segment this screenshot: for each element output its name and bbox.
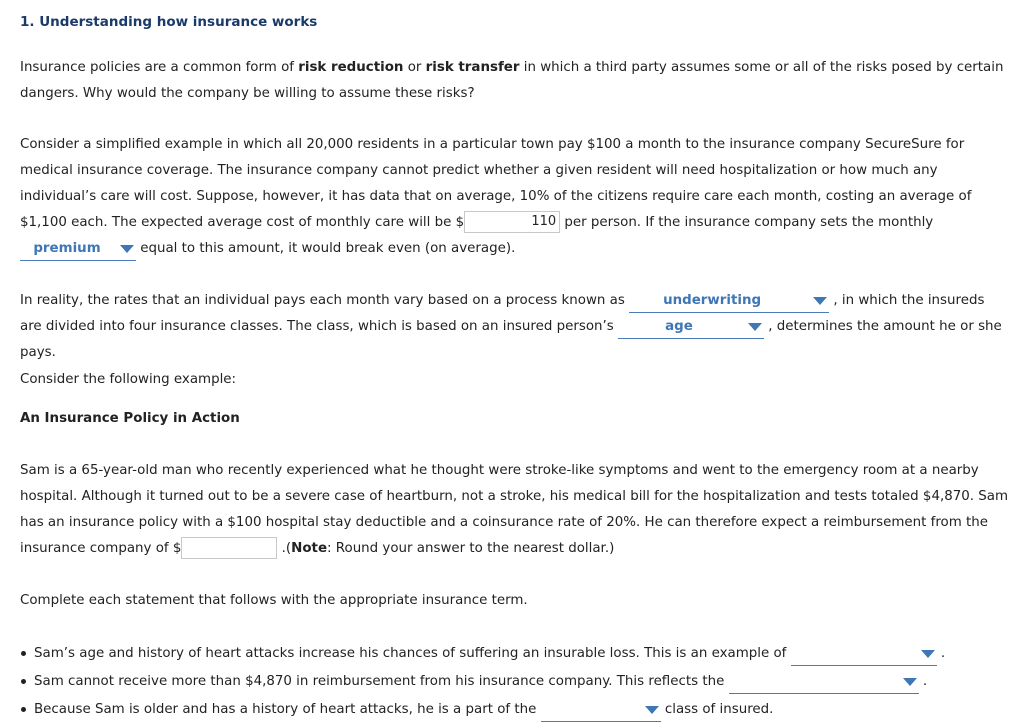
underwriting-text-3: , determines the amount he or she pays. <box>20 319 1002 360</box>
bullet-icon <box>21 707 26 712</box>
bullet-icon <box>21 679 26 684</box>
list-item <box>34 696 1010 724</box>
age-dropdown-value: age <box>665 319 693 334</box>
premium-dropdown-value: premium <box>33 241 101 256</box>
example-text-2: per person. If the insurance company sets the monthly <box>560 215 934 230</box>
underwriting-text-1: In reality, the rates that an individual pays each month vary based on a process known as <box>20 293 630 308</box>
average-cost-input[interactable]: 110 <box>464 211 560 233</box>
example-paragraph <box>20 132 1010 262</box>
consider-example-text: Consider the following example: <box>20 372 237 387</box>
statement-2-dropdown[interactable] <box>729 673 919 694</box>
chevron-down-icon <box>813 297 827 305</box>
age-dropdown[interactable] <box>618 318 764 339</box>
intro-bold-risk-reduction: risk reduction <box>298 60 404 75</box>
statement-text: Sam cannot receive more than $4,870 in reimbursement from his insurance company. This reflects the <box>34 674 729 689</box>
intro-bold-risk-transfer: risk transfer <box>425 60 520 75</box>
policy-in-action-heading: An Insurance Policy in Action <box>20 411 240 426</box>
chevron-down-icon <box>748 323 762 331</box>
chevron-down-icon <box>921 650 935 658</box>
premium-dropdown[interactable] <box>20 240 136 261</box>
chevron-down-icon <box>120 245 134 253</box>
statement-text: Sam’s age and history of heart attacks increase his chances of suffering an insurable loss. This is an example of <box>34 646 791 661</box>
sam-scenario-paragraph <box>20 458 1010 562</box>
intro-paragraph <box>20 55 1010 107</box>
example-text-3: equal to this amount, it would break even (on average). <box>136 241 516 256</box>
statement-1-dropdown[interactable] <box>791 645 937 666</box>
underwriting-dropdown[interactable] <box>629 292 829 313</box>
statement-end: . <box>936 646 946 661</box>
underwriting-dropdown-value: underwriting <box>663 293 762 308</box>
sam-text-2: .( <box>277 541 292 556</box>
statement-list <box>20 640 1010 724</box>
intro-text-3: in which a third party assumes some or all of the risks posed by certain dangers. Why would the company be willing to assume these risks? <box>20 60 1004 101</box>
sam-text-3: : Round your answer to the nearest dollar.) <box>327 541 615 556</box>
statement-text: Because Sam is older and has a history of heart attacks, he is a part of the <box>34 702 541 717</box>
chevron-down-icon <box>645 706 659 714</box>
chevron-down-icon <box>903 678 917 686</box>
example-text-1: Consider a simplified example in which all 20,000 residents in a particular town pay $100 a month to the insurance company SecureSure for medical insurance coverage. The insurance company cannot predict whether a given resident will need hospitalization or how much any individual’s care will cost. Suppose, however, it has data that on average, 10% of the citizens require care each month, costing an average of $1,100 each. The expected average cost of monthly care will be $ <box>20 137 972 230</box>
bullet-icon <box>21 651 26 656</box>
question-title: 1. Understanding how insurance works <box>20 14 318 30</box>
intro-text-2: or <box>403 60 426 75</box>
underwriting-paragraph <box>20 288 1010 366</box>
statement-end: . <box>918 674 928 689</box>
intro-text-1: Insurance policies are a common form of <box>20 60 299 75</box>
underwriting-text-2: , in which the insureds are divided into four insurance classes. The class, which is based on an insured person’s <box>20 293 985 334</box>
statement-3-dropdown[interactable] <box>541 701 661 722</box>
list-item <box>34 668 1010 696</box>
statement-end: class of insured. <box>660 702 774 717</box>
instruction-text: Complete each statement that follows with the appropriate insurance term. <box>20 593 528 608</box>
sam-text-1: Sam is a 65-year-old man who recently experienced what he thought were stroke-like symptoms and went to the emergency room at a nearby hospital. Although it turned out to be a severe case of heartburn, not a stroke, his medical bill for the hospitalization and tests totaled $4,870. Sam has an insurance policy with a $100 hospital stay deductible and a coinsurance rate of 20%. He can therefore expect a reimbursement from the insurance company of $ <box>20 463 1009 556</box>
note-label: Note <box>291 541 328 556</box>
list-item <box>34 640 1010 668</box>
reimbursement-input[interactable] <box>181 537 277 559</box>
